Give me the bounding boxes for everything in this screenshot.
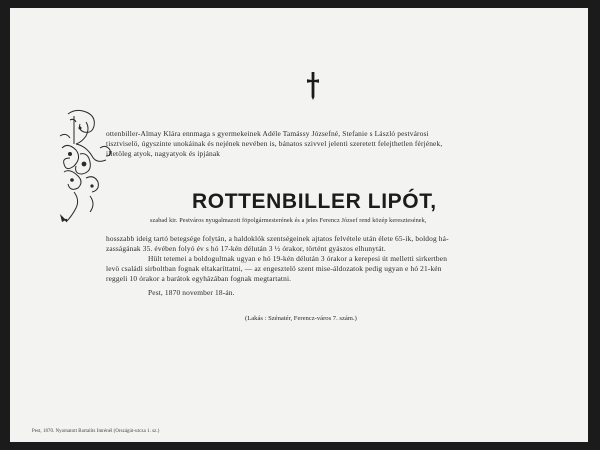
opening-line: illetöleg atyok, nagyatyok és ipjának [106,149,221,158]
body-line: reggeli 10 órakor a barátok egyházában fognak megtartatni. [106,274,292,283]
death-notice-page [10,8,588,442]
body-line: zasságának 35. évében folyó év s hó 17-kén délután 3 ½ órakor, történt gyászos elhunytát. [106,244,386,253]
deceased-name: ROTTENBILLER LIPÓT, [192,190,437,213]
opening-line: ottenbiller-Almay Klára ennmaga s gyermekeinek Adéle Tamássy Józsefné, Stefanie s László pestvárosi [106,129,429,138]
body-line: levö családi sirboltban fognak eltakaríttatni, — az engesztelö szent mise-áldozatok pedig ugyan e hó 21-kén [106,264,442,273]
title-line: szabad kir. Pestváros nyugalmazott föpolgármesterének és a jeles Ferencz József rend közép keresztesének, [150,217,427,224]
ornamental-initial-r-icon [56,108,120,226]
printer-footer: Pest, 1870. Nyomatott Bartalits Imrénél (Országút-utcza 1. sz.) [32,429,160,434]
body-line: Hült tetemei a boldogultnak ugyan e hó 19-kén délután 3 órakor a kerepesi út melletti sirkertben [148,254,448,263]
body-line: hosszabb ideig tartó betegsége folytán, a haldoklók szentségeinek ajtatos felvétele után élete 65-ik, boldog há- [106,234,449,243]
address-line: (Lakás : Szénatér, Ferencz-város 7. szám.) [245,315,357,322]
date-line: Pest, 1870 november 18-án. [148,288,235,297]
opening-line: tisztviselö, úgyszinte unokáinak és nejének nevében is, bánatos szivvel jelenti szeretett felejthetlen férjének, [106,139,443,148]
cross-icon [306,71,320,101]
